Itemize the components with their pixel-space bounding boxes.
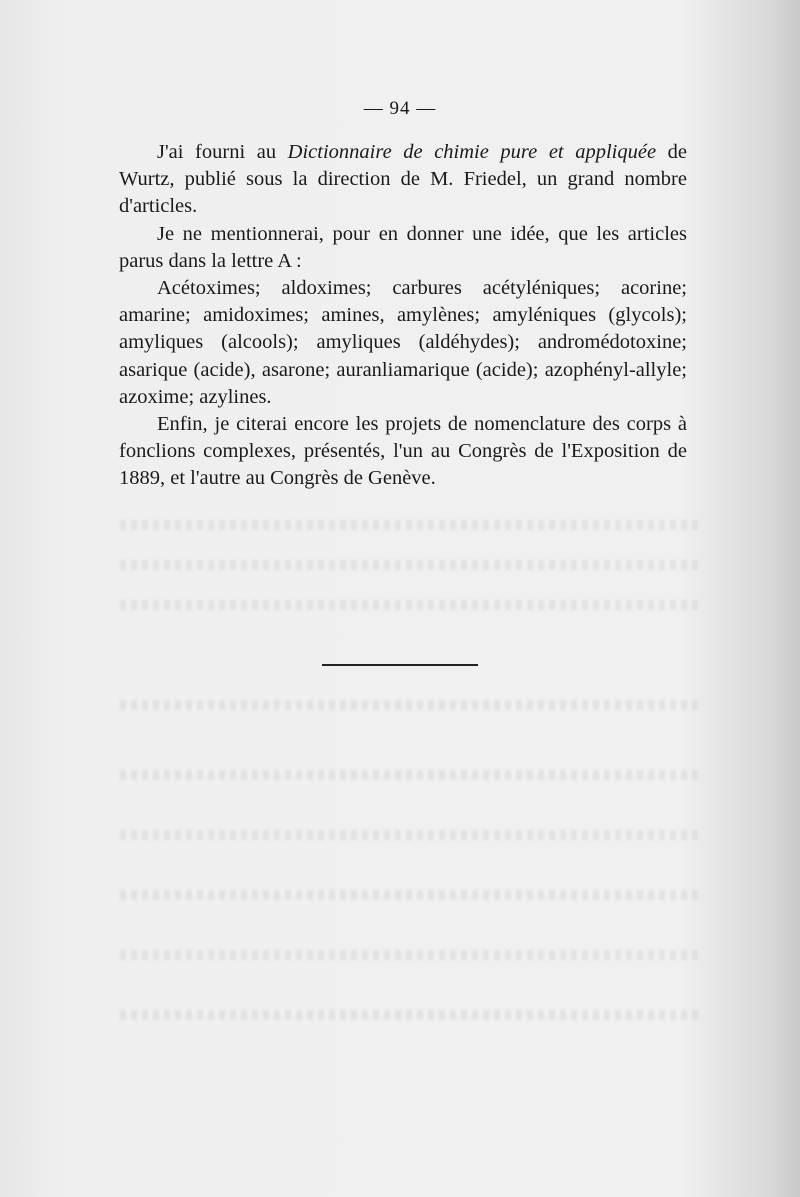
body-text [119,139,687,493]
paragraph-1-lead: J'ai fourni au [157,141,288,163]
show-through-text [120,830,700,840]
show-through-text [120,770,700,780]
show-through-text [120,560,700,570]
show-through-text [120,700,700,710]
dictionary-title: Dictionnaire de chimie pure et appliquée [287,141,657,163]
paragraph-1-rest: de Wurtz, publié sous la direction de M. Friedel, un grand nombre d'articles. [119,141,687,218]
show-through-text [120,1010,700,1020]
show-through-text [120,520,700,530]
show-through-text [120,950,700,960]
paragraph-2: Je ne mentionnerai, pour en donner une idée, que les articles parus dans la lettre A : [119,222,687,272]
paragraph-3: Acétoximes; aldoximes; carbures acétyléniques; acorine; amarine; amidoximes; amines, amylènes; amyléniques (glycols); amyliques (alcools); amyliques (aldéhydes); andromédotoxine; asarique (acide), asarone; auranliamarique (acide); azophényl-allyle; azoxime; azylines. [119,277,687,408]
paragraph-1 [119,139,687,221]
paragraph-4: Enfin, je citerai encore les projets de nomenclature des corps à fonclions complexes, présentés, l'un au Congrès de l'Exposition de 1889, et l'autre au Congrès de Genève. [119,413,687,490]
page-number: — 94 — [363,98,437,119]
show-through-text [120,890,700,900]
show-through-text [120,600,700,610]
section-divider [322,664,478,666]
